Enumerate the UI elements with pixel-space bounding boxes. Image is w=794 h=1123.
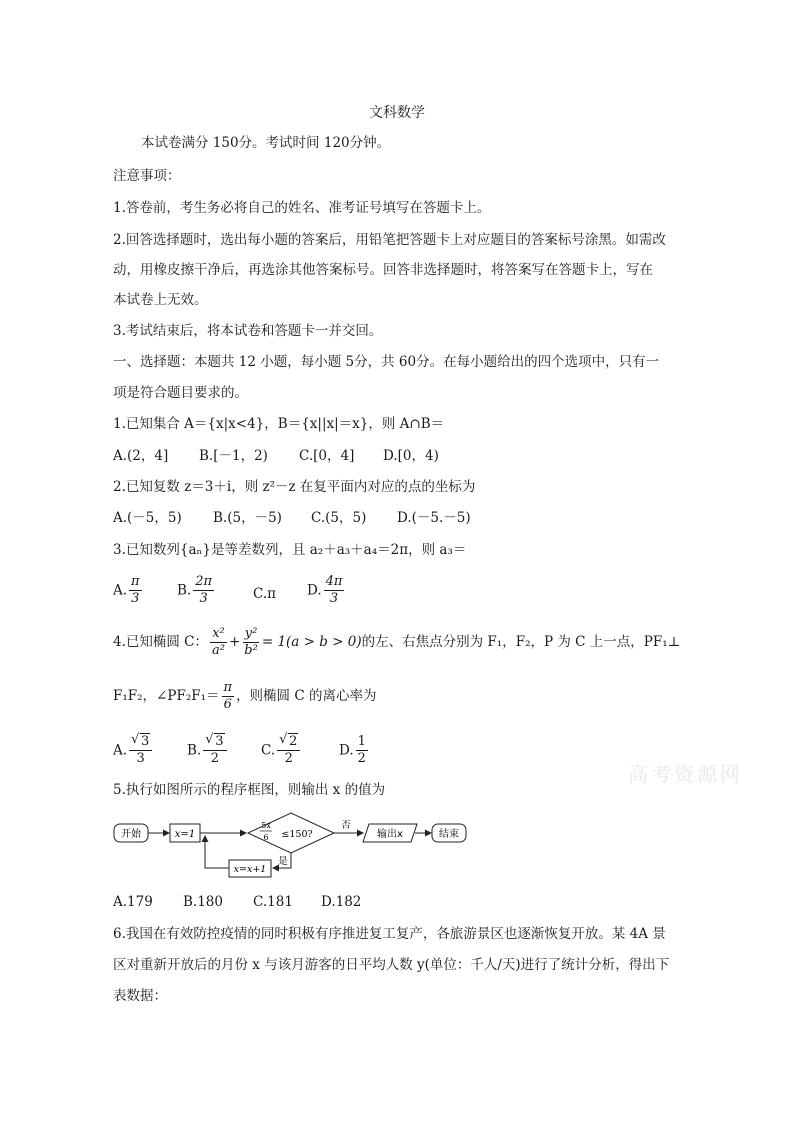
plus-sign: + xyxy=(228,634,241,650)
flowchart xyxy=(113,812,469,882)
square-root xyxy=(279,734,298,750)
flow-start-label: 开始 xyxy=(121,829,141,840)
option-c: C.181 xyxy=(253,894,293,910)
notice-line: 3.考试结束后，将本试卷和答题卡一并交回。 xyxy=(113,323,383,339)
numerator xyxy=(203,734,226,751)
option-a xyxy=(113,574,144,607)
question-2-stem: 2.已知复数 z＝3＋i，则 z²－z 在复平面内对应的点的坐标为 xyxy=(113,479,476,495)
question-6-stem: 表数据： xyxy=(113,988,167,1004)
question-4-stem xyxy=(113,626,680,659)
option-d xyxy=(307,574,346,607)
question-5-stem: 5.执行如图所示的程序框图，则输出 x 的值为 xyxy=(113,782,386,798)
denominator: 3 xyxy=(199,591,208,606)
option-b: B.180 xyxy=(183,894,223,910)
flow-no-label: 否 xyxy=(341,820,351,831)
square-root xyxy=(205,734,224,750)
option-c xyxy=(261,734,302,767)
flow-arrow xyxy=(205,836,229,868)
option-a: A.(2，4] xyxy=(113,448,169,464)
question-1-stem: 1.已知集合 A＝{x|x<4}，B＝{x||x|＝x}，则 A∩B＝ xyxy=(113,416,445,432)
option-c: C.π xyxy=(253,586,277,602)
flow-cond-rest: ≤150? xyxy=(281,829,313,840)
option-label: C. xyxy=(261,742,276,759)
option-d xyxy=(339,734,370,767)
question-4-stem-line2 xyxy=(113,680,376,713)
radicand: 2 xyxy=(289,734,298,749)
watermark: 高考资源网 xyxy=(628,762,743,786)
option-d: D.[0，4) xyxy=(383,448,439,464)
radical-sign: √ xyxy=(279,732,288,747)
option-label: A. xyxy=(113,742,128,759)
option-b: B.[－1，2) xyxy=(199,448,268,464)
equation-rest: = 1(a > b > 0) xyxy=(261,634,362,650)
option-label: B. xyxy=(187,742,202,759)
denominator: 2 xyxy=(210,751,219,766)
q4-prefix: 4.已知椭圆 C： xyxy=(113,634,209,650)
flow-end-label: 结束 xyxy=(439,829,459,840)
numerator: π xyxy=(131,574,140,589)
radical-sign: √ xyxy=(205,732,214,747)
fraction xyxy=(222,680,235,713)
denominator: a² xyxy=(212,643,225,658)
question-6-stem: 6.我国在有效防控疫情的同时积极有序推进复工复产，各旅游景区也逐渐恢复开放。某 4A 景 xyxy=(113,926,666,942)
denominator: b² xyxy=(244,643,258,658)
notice-line: 1.答卷前，考生务必将自己的姓名、准考证号填写在答题卡上。 xyxy=(113,200,491,216)
flow-update-label: x=x+1 xyxy=(233,864,267,875)
notice-line: 本试卷上无效。 xyxy=(113,292,208,308)
ellipse-equation xyxy=(208,626,362,659)
fraction xyxy=(129,734,152,767)
numerator: 2π xyxy=(195,574,213,589)
flow-yes-label: 是 xyxy=(278,856,288,867)
notice-line: 动，用橡皮擦干净后，再选涂其他答案标号。回答非选择题时，将答案写在答题卡上，写在 xyxy=(113,262,653,278)
fraction xyxy=(203,734,226,767)
flow-cond-denominator: 6 xyxy=(263,833,269,842)
section-heading: 项是符合题目要求的。 xyxy=(113,385,248,401)
denominator: 3 xyxy=(136,751,145,766)
numerator: π xyxy=(223,680,233,695)
option-label: D. xyxy=(339,742,354,759)
page-title: 文科数学 xyxy=(369,105,425,121)
option-a xyxy=(113,734,154,767)
option-label: B. xyxy=(177,582,192,599)
option-c: C.(5，5) xyxy=(311,510,367,526)
q4-line2-suffix: ，则椭圆 C 的离心率为 xyxy=(236,688,377,704)
numerator: y² xyxy=(244,626,258,641)
fraction xyxy=(277,734,300,767)
numerator xyxy=(277,734,300,751)
denominator: 2 xyxy=(357,751,366,766)
numerator: x² xyxy=(212,626,225,641)
section-heading: 一、选择题：本题共 12 小题，每小题 5分，共 60分。在每小题给出的四个选项中，只有一 xyxy=(113,354,660,370)
fraction xyxy=(242,626,260,659)
option-c: C.[0，4] xyxy=(299,448,355,464)
numerator xyxy=(129,734,152,751)
fraction xyxy=(324,574,345,607)
fraction xyxy=(193,574,214,607)
option-b xyxy=(177,574,216,607)
option-a: A.179 xyxy=(113,894,153,910)
option-b: B.(5，－5) xyxy=(213,510,282,526)
option-a: A.(－5，5) xyxy=(113,510,182,526)
fraction xyxy=(356,734,368,767)
option-d: D.(－5.－5) xyxy=(397,510,471,526)
radicand: 3 xyxy=(141,734,150,749)
radical-sign: √ xyxy=(131,732,140,747)
q4-suffix: 的左、右焦点分别为 F₁，F₂，P 为 C 上一点，PF₁⊥ xyxy=(361,634,681,650)
option-label: A. xyxy=(113,582,128,599)
denominator: 6 xyxy=(223,697,232,712)
notice-line: 2.回答选择题时，选出每小题的答案后，用铅笔把答题卡上对应题目的答案标号涂黑。如需改 xyxy=(113,232,666,248)
option-b xyxy=(187,734,229,767)
denominator: 2 xyxy=(284,751,293,766)
radicand: 3 xyxy=(215,734,224,749)
flow-init-label: x=1 xyxy=(174,829,196,840)
notice-heading: 注意事项： xyxy=(113,168,181,184)
question-6-stem: 区对重新开放后的月份 x 与该月游客的日平均人数 y(单位：千人/天)进行了统计分析，得出下 xyxy=(113,957,670,973)
option-label: D. xyxy=(307,582,322,599)
flow-cond-numerator: 5x xyxy=(261,821,271,830)
fraction xyxy=(129,574,142,607)
q4-line2-prefix: F₁F₂，∠PF₂F₁＝ xyxy=(113,688,220,704)
square-root xyxy=(131,734,150,750)
question-3-stem: 3.已知数列{aₙ}是等差数列，且 a₂＋a₃＋a₄＝2π，则 a₃＝ xyxy=(113,542,467,558)
flow-output-label: 输出x xyxy=(377,829,403,840)
numerator: 1 xyxy=(357,734,366,749)
denominator: 3 xyxy=(329,591,339,606)
option-d: D.182 xyxy=(321,894,362,910)
numerator: 4π xyxy=(325,574,343,589)
fraction xyxy=(210,626,227,659)
denominator: 3 xyxy=(131,591,140,606)
intro-text: 本试卷满分 150分。考试时间 120分钟。 xyxy=(141,135,391,151)
